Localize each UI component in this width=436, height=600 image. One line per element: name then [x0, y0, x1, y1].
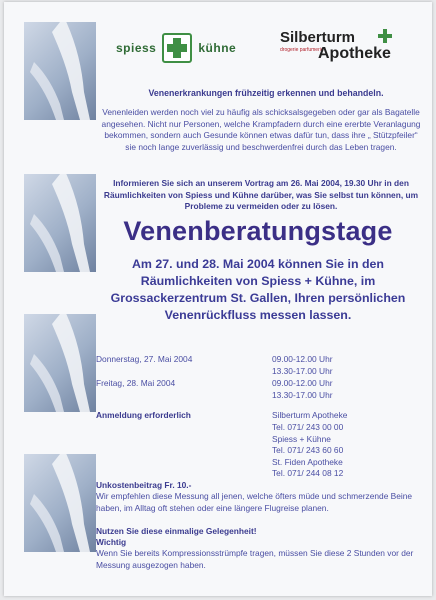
contact-line: Tel. 071/ 243 60 60 [272, 445, 344, 455]
logo-word-right: kühne [198, 41, 237, 55]
contact-line: Tel. 071/ 243 00 00 [272, 422, 344, 432]
contact-line: Spiess + Kühne [272, 434, 331, 444]
lecture-info: Informieren Sie sich an unserem Vortrag am 26. Mai 2004, 19.30 Uhr in den Räumlichkeiten von Spiess und Kühne darüber, was Sie selbst tun können, um Probleme zu vermeiden oder zu lösen. [103, 178, 419, 211]
contact-line: St. Fiden Apotheke [272, 457, 343, 467]
legs-photo [24, 454, 96, 552]
important-heading: Wichtig [96, 537, 127, 547]
registration-label: Anmeldung erforderlich [96, 410, 191, 420]
page-title: Venenberatungstage [123, 216, 393, 246]
legs-photo [24, 22, 96, 120]
pharmacy-cross-icon [162, 33, 192, 63]
schedule-time: 13.30-17.00 Uhr [272, 366, 333, 376]
logo-word-left: spiess [116, 41, 157, 55]
contact-line: Tel. 071/ 244 08 12 [272, 468, 344, 478]
pharmacy-cross-icon [378, 29, 392, 43]
costs-heading: Unkostenbeitrag Fr. 10.- [96, 480, 192, 490]
flyer-page [4, 2, 432, 596]
page-subtitle: Am 27. und 28. Mai 2004 können Sie in den Räumlichkeiten von Spiess + Kühne, im Grossackerzentrum St. Gallen, Ihren persönlichen Venenrückfluss messen lassen. [110, 257, 406, 322]
intro-headline: Venenerkrankungen frühzeitig erkennen und behandeln. [148, 88, 384, 98]
contact-line: Silberturm Apotheke [272, 410, 348, 420]
schedule-time: 13.30-17.00 Uhr [272, 390, 333, 400]
schedule-day-2: Freitag, 28. Mai 2004 [96, 378, 176, 388]
intro-paragraph: Venenleiden werden noch viel zu häufig als schicksalsgegeben oder gar als Bagatelle angesehen. Nicht nur Personen, welche Krampfadern durch eine ererbte Veranlagung bekommen, sondern auch Gesunde können etwas dafür tun, dass ihre „ Stützpfeiler“ sie noch lange zuverlässig und beschwerdenfrei durch das Leben tragen. [101, 107, 421, 152]
spiess-kuehne-logo [116, 34, 256, 62]
logo-line-1: Silberturm [280, 29, 356, 46]
logo-line-3: Apotheke [318, 45, 391, 62]
legs-photo [24, 314, 96, 412]
costs-text: Wir empfehlen diese Messung all jenen, welche öfters müde und schmerzende Beine haben, im Alltag oft stehen oder eine längere Flugreise planen. [96, 491, 413, 513]
silberturm-apotheke-logo [280, 29, 420, 69]
costs-cta: Nutzen Sie diese einmalige Gelegenheit! [96, 526, 257, 536]
logo-line-2: drogerie parfumerie [280, 47, 324, 53]
schedule-day-1: Donnerstag, 27. Mai 2004 [96, 354, 193, 364]
important-note: Wenn Sie bereits Kompressionsstrümpfe tragen, müssen Sie diese 2 Stunden vor der Messung ausgezogen haben. [96, 548, 414, 570]
schedule-time: 09.00-12.00 Uhr [272, 378, 333, 388]
legs-photo [24, 174, 96, 272]
schedule-time: 09.00-12.00 Uhr [272, 354, 333, 364]
